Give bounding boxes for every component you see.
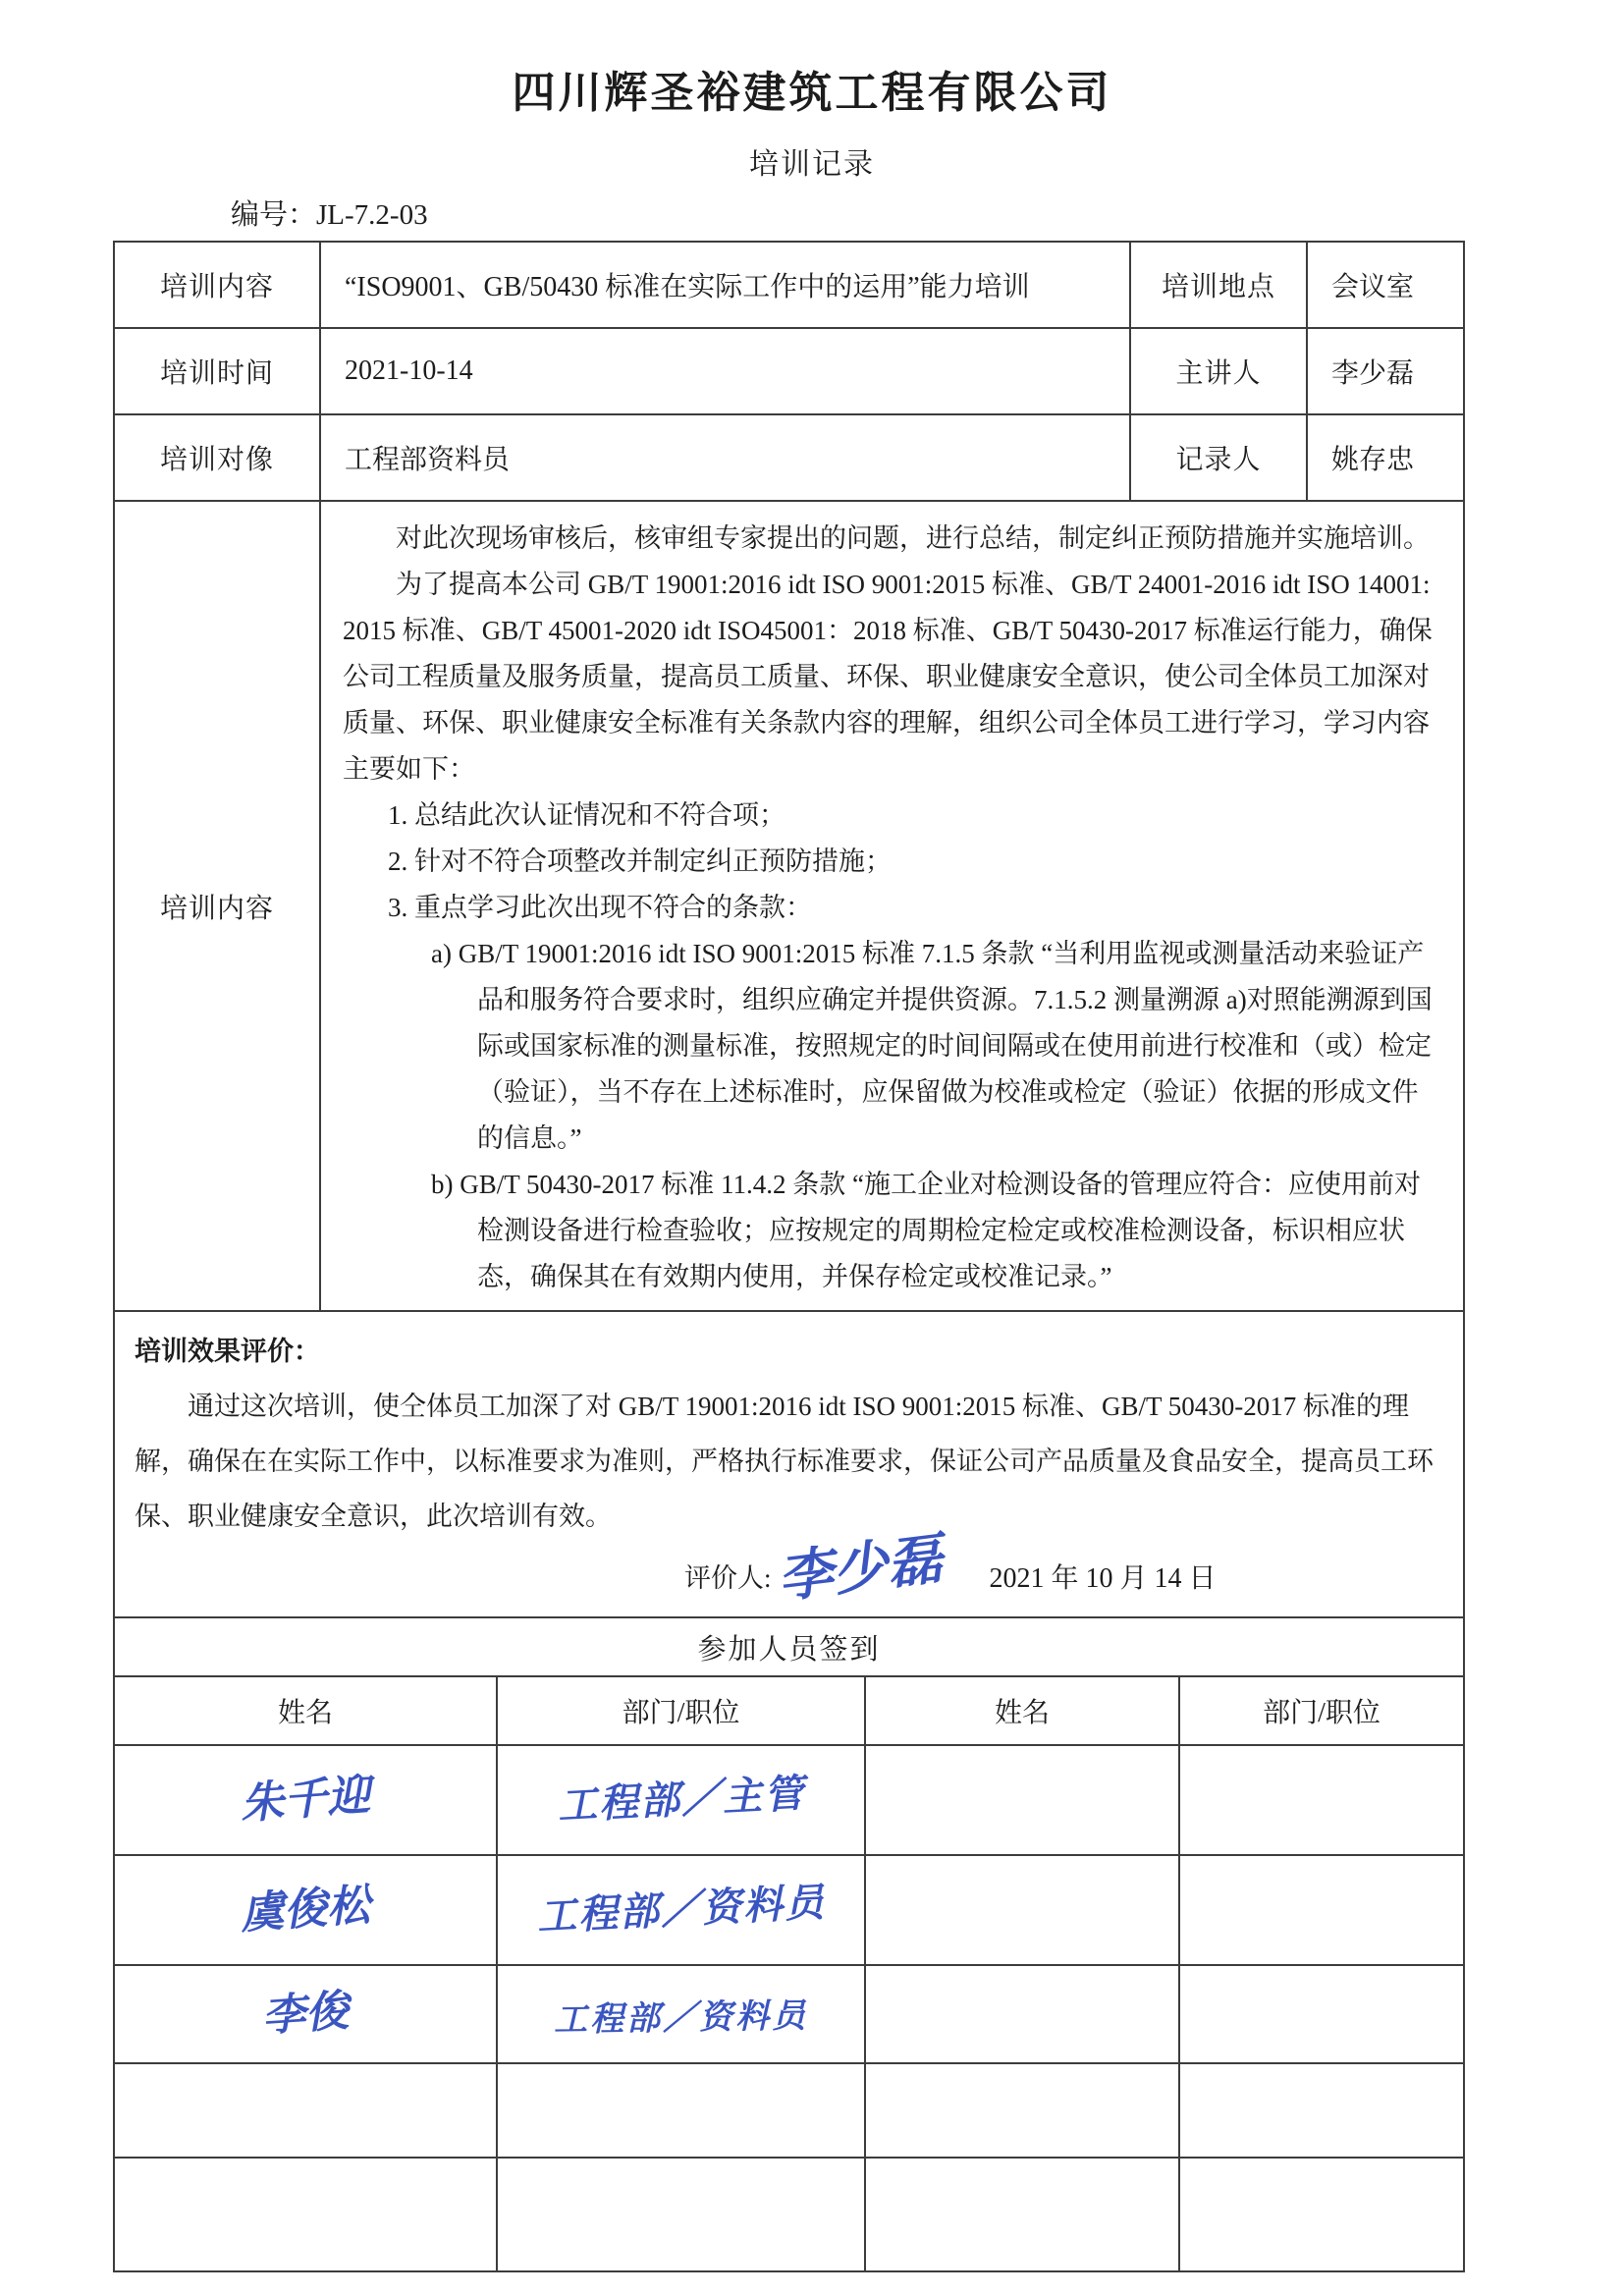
content-paragraph-2: 为了提高本公司 GB/T 19001:2016 idt ISO 9001:2015 标准、GB/T 24001-2016 idt ISO 14001:2015 标准、GB/T 45001-2020 idt ISO45001：2018 标准、GB/T 50430-2017 标准运行能力，确保公司工程质量及服务质量，提高员工质量、环保、职业健康安全意识，使公司全体员工加深对质量、环保、职业健康安全标准有关条款内容的理解，组织公司全体员工进行学习，学习内容主要如下： xyxy=(343,570,1433,784)
document-number xyxy=(231,192,1624,233)
signin-name-cell xyxy=(865,1745,1179,1855)
table-row xyxy=(114,242,1464,328)
participant-signature: 朱千迎 xyxy=(239,1771,372,1829)
table-row xyxy=(114,501,1464,1311)
value-training-time: 2021-10-14 xyxy=(320,328,1130,414)
content-subitem-b: b) GB/T 50430-2017 标准 11.4.2 条款 “施工企业对检测设备的管理应符合：应使用前对检测设备进行检查验收；应按规定的周期检定检定或校准检测设备，标识相应状态，确保其在有效期内使用，并保存检定或校准记录。” xyxy=(431,1170,1421,1291)
value-recorder: 姚存忠 xyxy=(1307,414,1464,501)
signin-dept-cell xyxy=(1179,2158,1464,2271)
signin-dept-cell xyxy=(497,1965,865,2063)
value-lecturer: 李少磊 xyxy=(1307,328,1464,414)
signin-header-dept-1: 部门/职位 xyxy=(497,1676,865,1745)
document-number-label: 编号： xyxy=(231,199,317,231)
document-title: 培训记录 xyxy=(749,148,875,181)
signin-dept-cell xyxy=(1179,1855,1464,1965)
table-row xyxy=(114,1311,1464,1617)
signin-name-cell xyxy=(114,1965,497,2063)
signin-name-cell xyxy=(114,1745,497,1855)
signin-dept-cell xyxy=(1179,1745,1464,1855)
value-training-location: 会议室 xyxy=(1307,242,1464,328)
content-list-item-3: 3. 重点学习此次出现不符合的条款： xyxy=(388,893,812,922)
training-content-body xyxy=(320,501,1464,1311)
table-row xyxy=(114,328,1464,414)
content-subitem-a: a) GB/T 19001:2016 idt ISO 9001:2015 标准 7.1.5 条款 “当利用监视或测量活动来验证产品和服务符合要求时，组织应确定并提供资源。7.1.5.2 测量溯源 a)对照能溯源到国际或国家标准的测量标准，按照规定的时间间隔或在使用前进行校准和（或）检定（验证），当不存在上述标准时，应保留做为校准或检定（验证）依据的形成文件的信息。” xyxy=(431,939,1433,1153)
signin-name-cell xyxy=(865,2063,1179,2158)
evaluator-signature: 李少磊 xyxy=(774,1528,946,1611)
signin-dept-cell xyxy=(1179,2063,1464,2158)
signin-header-dept-2: 部门/职位 xyxy=(1179,1676,1464,1745)
signin-dept-cell xyxy=(497,2158,865,2271)
content-paragraph-1: 对此次现场审核后，核审组专家提出的问题，进行总结，制定纠正预防措施并实施培训。 xyxy=(396,523,1430,553)
signin-name-cell xyxy=(114,1855,497,1965)
signin-row xyxy=(114,1745,1464,1855)
signin-header-row xyxy=(114,1676,1464,1745)
signin-header-name-1: 姓名 xyxy=(114,1676,497,1745)
signin-dept-cell xyxy=(497,1855,865,1965)
evaluator-line xyxy=(684,1528,1443,1611)
label-training-location: 培训地点 xyxy=(1130,242,1307,328)
document-number-value: JL-7.2-03 xyxy=(316,199,428,231)
evaluation-date: 2021 年 10 月 14 日 xyxy=(989,1563,1217,1594)
evaluator-label: 评价人: xyxy=(684,1563,772,1593)
participant-dept-signature: 工程部／资料员 xyxy=(553,1997,809,2039)
signin-table xyxy=(113,1675,1465,2272)
signin-name-cell xyxy=(865,1965,1179,2063)
signin-row xyxy=(114,1855,1464,1965)
value-training-target: 工程部资料员 xyxy=(320,414,1130,501)
signin-row xyxy=(114,1965,1464,2063)
value-training-content: “ISO9001、GB/50430 标准在实际工作中的运用”能力培训 xyxy=(320,242,1130,328)
table-row xyxy=(114,414,1464,501)
label-training-time: 培训时间 xyxy=(114,328,320,414)
signin-name-cell xyxy=(865,2158,1179,2271)
label-training-content: 培训内容 xyxy=(114,242,320,328)
label-recorder: 记录人 xyxy=(1130,414,1307,501)
signin-name-cell xyxy=(114,2063,497,2158)
label-training-target: 培训对像 xyxy=(114,414,320,501)
label-training-content-body: 培训内容 xyxy=(114,501,320,1311)
signin-section-title: 参加人员签到 xyxy=(114,1617,1464,1676)
signin-dept-cell xyxy=(497,1745,865,1855)
content-list-item-1: 1. 总结此次认证情况和不符合项； xyxy=(388,800,785,830)
signin-name-cell xyxy=(865,1855,1179,1965)
signin-dept-cell xyxy=(1179,1965,1464,2063)
table-row xyxy=(114,1617,1464,1676)
participant-signature: 李俊 xyxy=(260,1986,351,2042)
signin-dept-cell xyxy=(497,2063,865,2158)
signin-row xyxy=(114,2158,1464,2271)
participant-dept-signature: 工程部／资料员 xyxy=(535,1880,827,1940)
signin-name-cell xyxy=(114,2158,497,2271)
participant-signature: 虞俊松 xyxy=(239,1881,372,1939)
training-evaluation-section xyxy=(114,1311,1464,1617)
evaluation-paragraph: 通过这次培训，使仝体员工加深了对 GB/T 19001:2016 idt ISO 9001:2015 标准、GB/T 50430-2017 标准的理解，确保在在实际工作中，以标准要求为准则，严格执行标准要求，保证公司产品质量及食品安全，提高员工环保、职业健康安全意识，此次培训有效。 xyxy=(135,1392,1434,1531)
signin-row xyxy=(114,2063,1464,2158)
evaluation-heading: 培训效果评价： xyxy=(135,1337,320,1366)
company-title: 四川辉圣裕建筑工程有限公司 xyxy=(512,69,1112,117)
content-list-item-2: 2. 针对不符合项整改并制定纠正预防措施； xyxy=(388,847,892,876)
label-lecturer: 主讲人 xyxy=(1130,328,1307,414)
training-record-table xyxy=(113,241,1465,1677)
signin-header-name-2: 姓名 xyxy=(865,1676,1179,1745)
participant-dept-signature: 工程部／主管 xyxy=(556,1771,806,1829)
